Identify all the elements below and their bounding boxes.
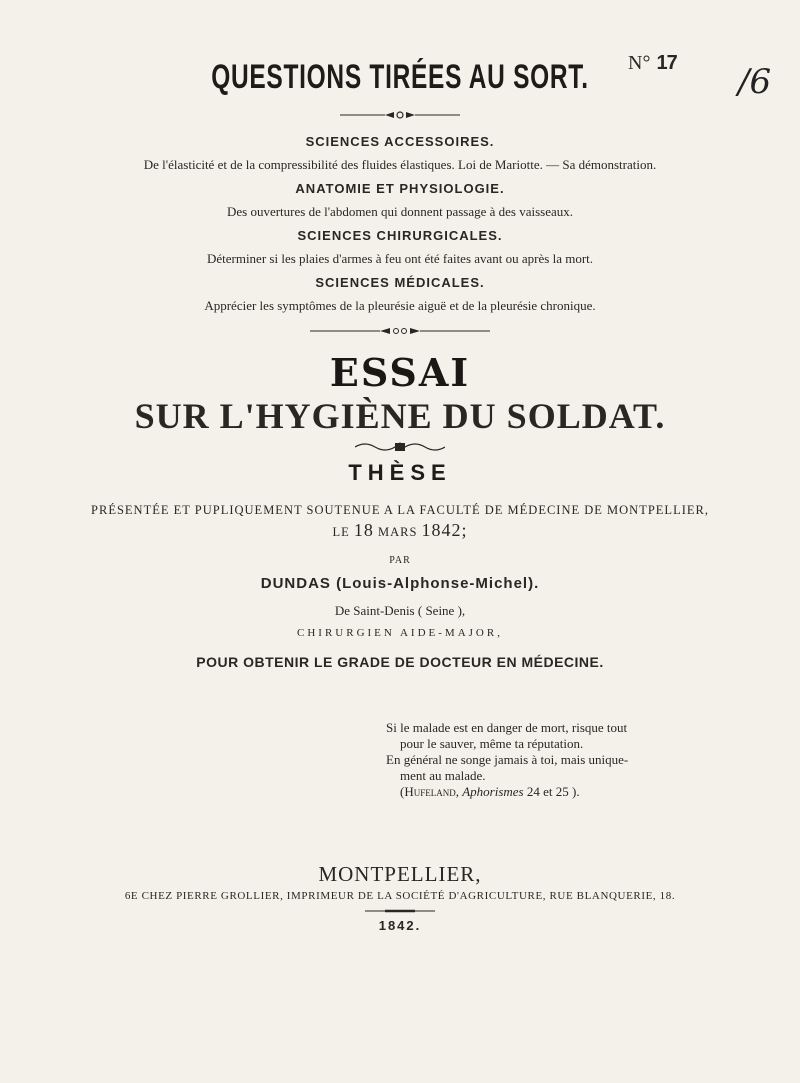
- cite-work: Aphorismes: [462, 784, 524, 799]
- date-prefix: LE: [332, 525, 350, 539]
- date-day: 18: [353, 520, 374, 540]
- presentation-line: PRÉSENTÉE ET PUPLIQUEMENT SOUTENUE A LA FACULTÉ DE MÉDECINE DE MONTPELLIER,: [91, 503, 709, 517]
- quote-line-2: pour le sauver, même ta réputation.: [400, 736, 584, 751]
- essai-heading: ESSAI: [329, 350, 471, 395]
- these-heading: THÈSE: [348, 460, 452, 485]
- question-text-3: Déterminer si les plaies d'armes à feu ont été faites avant ou après la mort.: [206, 251, 594, 266]
- question-heading-4: SCIENCES MÉDICALES.: [315, 275, 485, 290]
- epigraph-quote: [386, 720, 746, 800]
- catalog-number: [628, 52, 677, 75]
- author-origin: De Saint-Denis ( Seine ),: [334, 603, 466, 618]
- quote-line-4: ment au malade.: [400, 768, 486, 783]
- quote-citation: [386, 784, 746, 800]
- header-rule-ornament: [340, 110, 460, 120]
- cite-ref: 24 et 25 ).: [526, 784, 580, 799]
- number-prefix: N°: [628, 52, 651, 74]
- handwritten-mark: /6: [738, 62, 772, 102]
- section-rule-ornament: [310, 326, 490, 336]
- imprint-year: 1842.: [378, 918, 422, 933]
- imprint-rule: [365, 908, 435, 914]
- quote-line-3: En général ne songe jamais à toi, mais unique-: [386, 752, 629, 767]
- presentation-date: [0, 520, 800, 542]
- question-heading-2: ANATOMIE ET PHYSIOLOGIE.: [295, 181, 505, 196]
- author-name: DUNDAS (Louis-Alphonse-Michel).: [260, 575, 540, 592]
- par-label: PAR: [389, 555, 411, 566]
- title-ornament: [355, 441, 445, 453]
- number-value: 17: [656, 52, 677, 74]
- question-heading-1: SCIENCES ACCESSOIRES.: [305, 134, 495, 149]
- quote-line-1: Si le malade est en danger de mort, risque tout: [386, 720, 628, 735]
- author-role: CHIRURGIEN AIDE-MAJOR,: [297, 627, 503, 639]
- presentation-block: [0, 500, 800, 542]
- date-year: 1842;: [421, 520, 468, 540]
- cite-author: (Hufeland,: [400, 784, 459, 799]
- question-heading-3: SCIENCES CHIRURGICALES.: [297, 228, 503, 243]
- degree-goal: POUR OBTENIR LE GRADE DE DOCTEUR EN MÉDECINE.: [196, 654, 604, 670]
- page-header-title: QUESTIONS TIRÉES AU SORT.: [211, 58, 589, 96]
- question-text-1: De l'élasticité et de la compressibilité des fluides élastiques. Loi de Mariotte. — Sa démonstration.: [143, 157, 657, 172]
- imprint-city: MONTPELLIER,: [318, 862, 482, 886]
- thesis-title: SUR L'HYGIÈNE DU SOLDAT.: [134, 396, 666, 436]
- imprint-printer: 6E CHEZ PIERRE GROLLIER, IMPRIMEUR DE LA SOCIÉTÉ D'AGRICULTURE, RUE BLANQUERIE, 18.: [124, 890, 676, 902]
- date-month: MARS: [377, 525, 418, 539]
- question-text-2: Des ouvertures de l'abdomen qui donnent passage à des vaisseaux.: [226, 204, 574, 219]
- question-text-4: Apprécier les symptômes de la pleurésie aiguë et de la pleurésie chronique.: [204, 298, 596, 313]
